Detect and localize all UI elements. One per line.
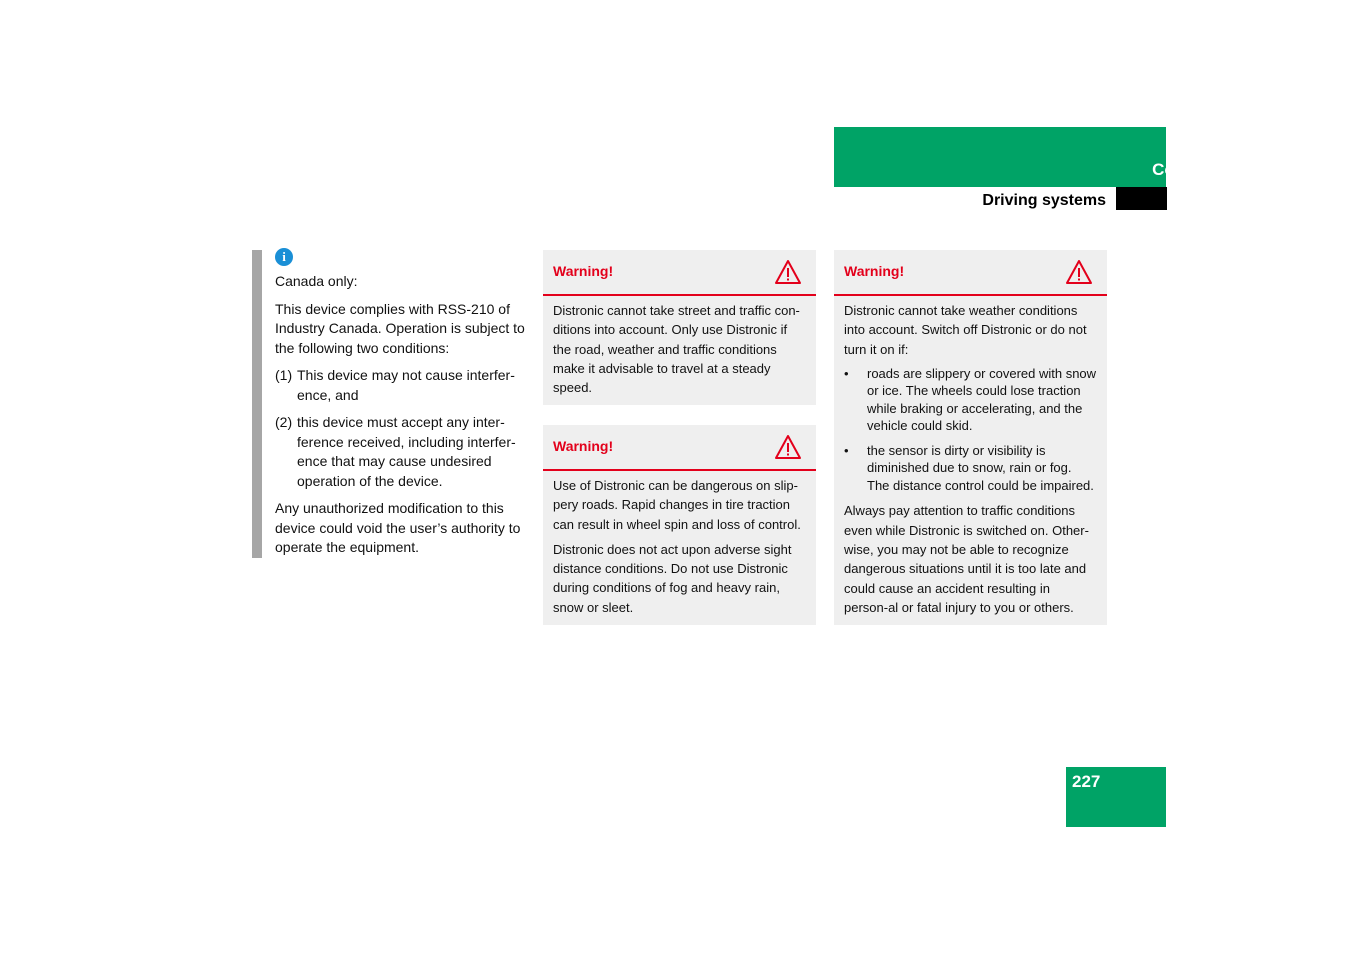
- info-paragraph: Any unauthorized modification to this device could void the user’s authority to operate the equipment.: [275, 500, 521, 555]
- warning-triangle-icon: [1065, 259, 1093, 285]
- info-sidebar-bar: [252, 250, 262, 558]
- warning-box: [543, 425, 816, 625]
- info-note: [275, 248, 530, 566]
- warning-paragraph: Distronic cannot take weather conditions into account. Switch off Distronic or do not turn it on if:: [844, 303, 1087, 357]
- warning-header: [834, 250, 1107, 296]
- warning-box: [834, 250, 1107, 625]
- warning-body: [834, 296, 1107, 625]
- bullet-item: [844, 442, 1097, 495]
- warning-paragraph: Use of Distronic can be dangerous on slip-pery roads. Rapid changes in tire traction can result in wheel spin and loss of control.: [553, 478, 801, 532]
- page-number: 227: [1072, 772, 1101, 791]
- list-item-number: (2): [275, 414, 293, 430]
- warning-header: [543, 250, 816, 296]
- bullet-text: roads are slippery or covered with snow or ice. The wheels could lose traction while braking or accelerating, and the vehicle could skid.: [867, 365, 1097, 434]
- warning-body: [543, 296, 816, 405]
- section-marker-tab: [1116, 187, 1167, 210]
- list-item-text: This device may not cause interfer-ence, and: [297, 367, 515, 403]
- warning-box: [543, 250, 816, 405]
- warning-triangle-icon: [774, 434, 802, 460]
- warning-paragraph: Distronic cannot take street and traffic con-ditions into account. Only use Distronic if the road, weather and traffic conditions make it advisable to travel at a steady speed.: [553, 303, 800, 396]
- subsection-title: Driving systems: [982, 192, 1106, 209]
- list-item: [275, 413, 530, 491]
- bullet-item: [844, 365, 1097, 435]
- list-item-text: this device must accept any inter-ference received, including interfer-ence that may cause undesired operation of the device.: [297, 414, 516, 489]
- warning-triangle-icon: [774, 259, 802, 285]
- info-icon: i: [275, 248, 293, 266]
- warning-paragraph: Always pay attention to traffic conditions even while Distronic is switched on. Other-wise, you may not be able to recognize dangerous situations until it is too late and could cause an accident resulting in person-al or fatal injury to you or others.: [844, 503, 1089, 615]
- bullet-text: the sensor is dirty or visibility is diminished due to snow, rain or fog. The distance control could be impaired.: [867, 442, 1094, 493]
- info-paragraph: This device complies with RSS-210 of Industry Canada. Operation is subject to the following two conditions:: [275, 300, 525, 356]
- list-item: [275, 366, 530, 405]
- bullet-icon: •: [844, 365, 849, 381]
- warning-header: [543, 425, 816, 471]
- section-header-band: [834, 127, 1166, 187]
- section-title: Controls in detail: [1152, 160, 1291, 179]
- list-item-number: (1): [275, 367, 293, 383]
- info-heading: Canada only:: [275, 273, 358, 289]
- bullet-icon: •: [844, 442, 849, 458]
- warning-paragraph: Distronic does not act upon adverse sight distance conditions. Do not use Distronic during conditions of fog and heavy rain, snow or sleet.: [553, 541, 792, 615]
- warning-title: Warning!: [553, 438, 614, 454]
- warning-title: Warning!: [844, 263, 905, 279]
- warning-title: Warning!: [553, 263, 614, 279]
- warning-body: [543, 471, 816, 625]
